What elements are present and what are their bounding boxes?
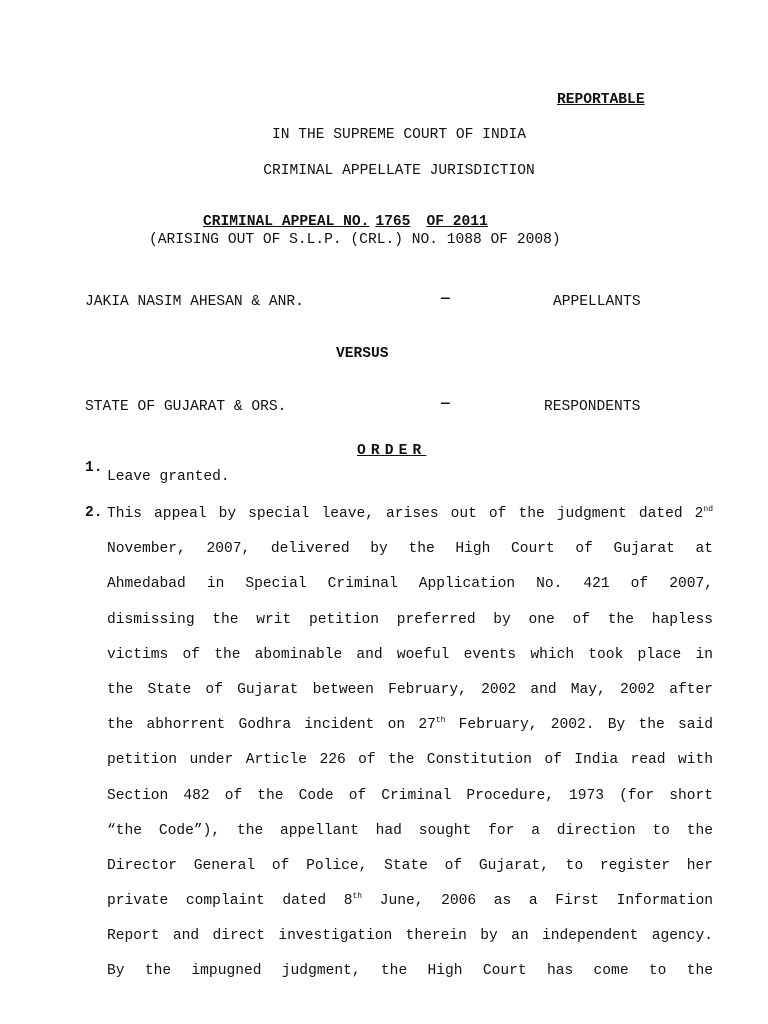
- respondent-name: STATE OF GUJARAT & ORS.: [85, 399, 287, 415]
- jurisdiction: CRIMINAL APPELLATE JURISDICTION: [263, 163, 535, 179]
- paragraph-2: [107, 497, 713, 990]
- appeal-label: CRIMINAL APPEAL NO.: [203, 214, 370, 230]
- paragraph-line: Leave granted.: [107, 469, 230, 485]
- paragraph-line: dismissing the writ petition preferred by one of the hapless: [107, 611, 713, 628]
- paragraph-line: Section 482 of the Code of Criminal Procedure, 1973 (for short: [107, 787, 713, 804]
- ordinal-suffix: th: [435, 716, 446, 726]
- ordinal-suffix: th: [352, 892, 363, 902]
- paragraph-number: 1.: [85, 460, 103, 476]
- paragraph-line: victims of the abominable and woeful events which took place in: [107, 646, 713, 663]
- appeal-year: OF 2011: [426, 214, 488, 230]
- paragraph-line: Report and direct investigation therein by an independent agency.: [107, 928, 713, 945]
- respondent-role: RESPONDENTS: [544, 399, 641, 415]
- reportable-label: REPORTABLE: [557, 92, 645, 108]
- appeal-number: 1765: [375, 214, 411, 230]
- paragraph-line: November, 2007, delivered by the High Court of Gujarat at: [107, 541, 713, 558]
- paragraph-line: “the Code”), the appellant had sought for a direction to the: [107, 822, 713, 839]
- paragraph-number: 2.: [85, 505, 103, 521]
- paragraph-1: [107, 460, 230, 495]
- paragraph-line: petition under Article 226 of the Constitution of India read with: [107, 752, 713, 769]
- arising-out-of: (ARISING OUT OF S.L.P. (CRL.) NO. 1088 OF 2008): [149, 232, 561, 248]
- versus-label: VERSUS: [336, 346, 389, 362]
- paragraph-line: Ahmedabad in Special Criminal Application No. 421 of 2007,: [107, 576, 713, 593]
- paragraph-line: the abhorrent Godhra incident on 27th February, 2002. By the said: [107, 716, 713, 734]
- order-heading: ORDER: [357, 443, 427, 459]
- party-dash: —: [441, 396, 450, 412]
- appellant-role: APPELLANTS: [553, 294, 641, 310]
- paragraph-line: This appeal by special leave, arises out of the judgment dated 2nd: [107, 505, 713, 522]
- paragraph-line: the State of Gujarat between February, 2002 and May, 2002 after: [107, 681, 713, 698]
- appeal-number-line: [203, 214, 488, 230]
- appellant-name: JAKIA NASIM AHESAN & ANR.: [85, 294, 304, 310]
- paragraph-line: By the impugned judgment, the High Court has come to the: [107, 963, 713, 980]
- party-dash: —: [441, 291, 450, 307]
- paragraph-line: Director General of Police, State of Gujarat, to register her: [107, 857, 713, 874]
- ordinal-suffix: nd: [703, 505, 713, 514]
- court-name: IN THE SUPREME COURT OF INDIA: [272, 127, 526, 143]
- paragraph-line: private complaint dated 8th June, 2006 as a First Information: [107, 892, 713, 910]
